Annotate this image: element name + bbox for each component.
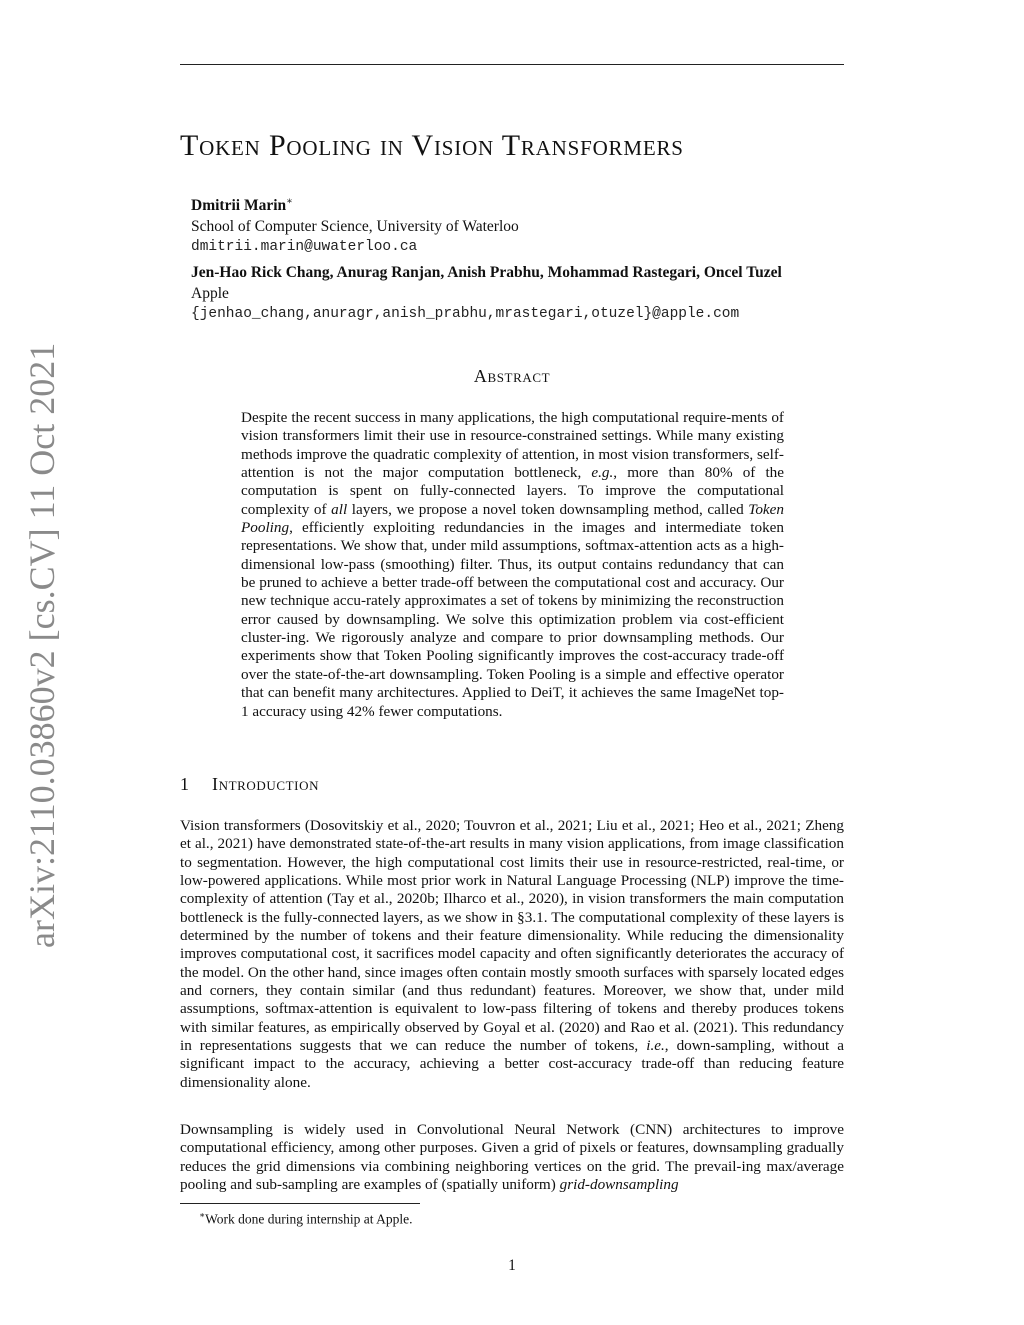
abstract-body: Despite the recent success in many applications, the high computational require-ments of vision transformers limit their use in resource-constrained settings. While many existing methods improve the quadratic complexity of attention, in most vision transformers, self-attention is not the major computation bottleneck, e.g., more than 80% of the computation is spent on fully-connected layers. To improve the computational complexity of all layers, we propose a novel token downsampling method, called Token Pooling, efficiently exploiting redundancies in the images and intermediate token representations. We show that, under mild assumptions, softmax-attention acts as a high-dimensional low-pass (smoothing) filter. Thus, its output contains redundancy that can be pruned to achieve a better trade-off between the computational cost and accuracy. Our new technique accu-rately approximates a set of tokens by minimizing the reconstruction error caused by downsampling. We solve this optimization problem via cost-efficient cluster-ing. We rigorously analyze and compare to prior downsampling methods. Our experiments show that Token Pooling significantly improves the cost-accuracy trade-off over the state-of-the-art downsampling. Token Pooling is a simple and effective operator that can benefit many architectures. Applied to DeiT, it achieves the same ImageNet top-1 accuracy using 42% fewer computations. — [241, 409, 784, 720]
arxiv-side-stamp: arXiv:2110.03860v2 [cs.CV] 11 Oct 2021 — [22, 342, 62, 948]
section-heading-introduction: 1 Introduction — [180, 774, 320, 794]
page-number: 1 — [508, 1257, 516, 1274]
introduction-paragraph-1: Vision transformers (Dosovitskiy et al., 2020; Touvron et al., 2021; Liu et al., 2021; Heo et al., 2021; Zheng et al., 2021) have demonstrated state-of-the-art results in many vision applications, from image classification to segmentation. However, the high computational cost limits their use in resource-restricted, real-time, or low-powered applications. While most prior work in Natural Language Processing (NLP) improve the time-complexity of attention (Tay et al., 2020b; Ilharco et al., 2020), in vision transformers the main computation bottleneck is the fully-connected layers, as we show in §3.1. The computational complexity of these layers is determined by the number of tokens and their feature dimensionality. While reducing the dimensionality improves computational cost, it sacrifices model capacity and often significantly deteriorates the accuracy of the model. On the other hand, since images often contain mostly smooth surfaces with sparsely located edges and corners, they contain similar (and thus redundant) features. Moreover, we show that, under mild assumptions, softmax-attention is equivalent to low-pass filtering of tokens and thereby produces tokens with similar features, as empirically observed by Goyal et al. (2020) and Rao et al. (2021). This redundancy in representations suggests that we can reduce the number of tokens, i.e., down-sampling, without a significant impact to the accuracy, achieving a better cost-accuracy trade-off than reducing feature dimensionality alone. — [180, 817, 845, 1091]
author-footnote-mark: ∗ — [286, 196, 293, 207]
top-rule — [180, 64, 844, 65]
footnote-rule — [180, 1203, 420, 1204]
author-names-2: Jen-Hao Rick Chang, Anurag Ranjan, Anish Prabhu, Mohammad Rastegari, Oncel Tuzel — [191, 264, 782, 281]
author-names-1: Dmitrii Marin∗ — [191, 196, 293, 215]
affiliation-2: Apple — [191, 285, 229, 302]
affiliation-1: School of Computer Science, University of Waterloo — [191, 218, 519, 236]
paper-title: Token Pooling in Vision Transformers — [180, 129, 684, 162]
abstract-heading: Abstract — [473, 366, 551, 386]
author-block-2 — [191, 262, 841, 325]
email-2[interactable]: {jenhao_chang,anuragr,anish_prabhu,mrastegari,otuzel}@apple.com — [191, 306, 740, 322]
section-number: 1 — [180, 774, 190, 794]
introduction-paragraph-2: Downsampling is widely used in Convolutional Neural Network (CNN) architectures to improve computational efficiency, among other purposes. Given a grid of pixels or features, downsampling gradually reduces the grid dimensions via combining neighboring vertices on the grid. The prevail-ing max/average pooling and sub-sampling are examples of (spatially uniform) grid-downsampling — [180, 1121, 844, 1194]
author-block-1 — [191, 191, 841, 258]
footnote: ∗Work done during internship at Apple. — [199, 1210, 413, 1227]
email-1[interactable]: dmitrii.marin@uwaterloo.ca — [191, 239, 418, 256]
